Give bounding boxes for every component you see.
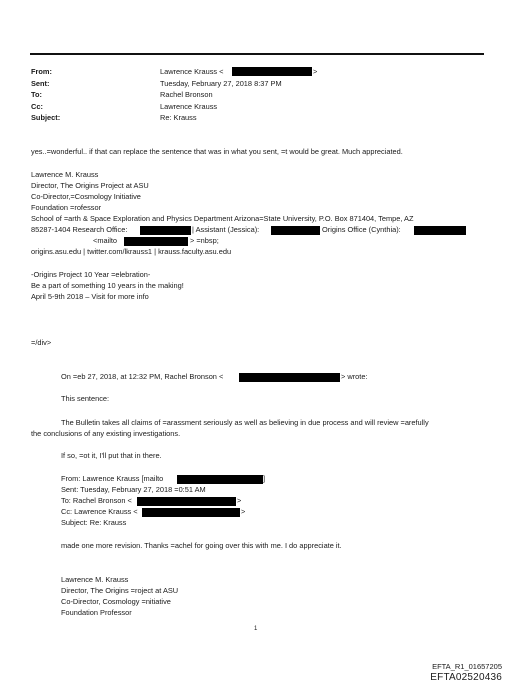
quoted-header: Sent: Tuesday, February 27, 2018 =0:51 AM: [61, 485, 206, 494]
signature-title: Foundation Professor: [61, 608, 132, 617]
signature-links: origins.asu.edu | twitter.com/lkrauss1 | krauss.faculty.asu.edu: [31, 247, 232, 256]
signature-address: | Assistant (Jessica):: [192, 225, 260, 234]
redaction-block: [239, 373, 340, 382]
quoted-text: If so, =ot it, I'll put that in there.: [61, 451, 162, 460]
to-value: Rachel Bronson: [160, 90, 213, 99]
on-wrote: > wrote:: [341, 372, 368, 381]
subject-label: Subject:: [31, 113, 61, 122]
on-wrote: On =eb 27, 2018, at 12:32 PM, Rachel Bronson <: [61, 372, 224, 381]
cc-label: Cc:: [31, 102, 43, 111]
signature-mailto: <mailto: [93, 236, 118, 245]
redaction-block: [140, 226, 191, 235]
signature-title: Director, The Origins =roject at ASU: [61, 586, 179, 595]
quoted-header: To: Rachel Bronson <: [61, 496, 132, 505]
from-label: From:: [31, 67, 52, 76]
signature-title: Director, The Origins Project at ASU: [31, 181, 149, 190]
signature-title: Co-Director,=Cosmology Initiative: [31, 192, 141, 201]
promo-line: Be a part of something 10 years in the making!: [31, 281, 184, 290]
header-rule: [30, 53, 484, 55]
page-number: 1: [254, 626, 258, 632]
quoted-text: made one more revision. Thanks =achel for going over this with me. I do appreciate it.: [61, 541, 342, 550]
redaction-block: [271, 226, 320, 235]
signature-title: Foundation =rofessor: [31, 203, 102, 212]
signature-address: School of =arth & Space Exploration and Physics Department Arizona=State University, P.O. Box 871404, Tempe, AZ: [31, 214, 414, 223]
redaction-block: [142, 508, 240, 517]
quoted-header: Subject: Re: Krauss: [61, 518, 127, 527]
div-close: =/div>: [31, 338, 52, 347]
signature-nbsp: > =nbsp;: [190, 236, 219, 245]
signature-name: Lawrence M. Krauss: [61, 575, 129, 584]
from-close: >: [313, 67, 318, 76]
promo-line: -Origins Project 10 Year =elebration-: [31, 270, 151, 279]
quoted-header: Cc: Lawrence Krauss <: [61, 507, 138, 516]
quoted-header: >: [241, 507, 246, 516]
quoted-header: >: [237, 496, 242, 505]
signature-name: Lawrence M. Krauss: [31, 170, 99, 179]
quoted-text: This sentence:: [61, 394, 110, 403]
to-label: To:: [31, 90, 42, 99]
signature-address: 85287-1404 Research Office:: [31, 225, 128, 234]
reply-line: yes..=wonderful.. if that can replace the sentence that was in what you sent, =t would be great. Much appreciated.: [31, 147, 403, 156]
bates-code: EFTA02520436: [430, 672, 502, 683]
sent-label: Sent:: [31, 79, 50, 88]
promo-line: April 5-9th 2018 – Visit for more info: [31, 292, 149, 301]
from-value: Lawrence Krauss <: [160, 67, 224, 76]
subject-value: Re: Krauss: [160, 113, 197, 122]
signature-title: Co-Director, Cosmology =nitiative: [61, 597, 171, 606]
signature-address: Origins Office (Cynthia):: [322, 225, 401, 234]
quoted-text: the conclusions of any existing investigations.: [31, 429, 181, 438]
cc-value: Lawrence Krauss: [160, 102, 218, 111]
redaction-block: [124, 237, 188, 246]
redaction-block: [414, 226, 466, 235]
bates-code: EFTA_R1_01657205: [432, 662, 502, 671]
quoted-header: From: Lawrence Krauss [mailto: [61, 474, 164, 483]
redaction-block: [232, 67, 312, 76]
redaction-block: [177, 474, 266, 484]
sent-value: Tuesday, February 27, 2018 8:37 PM: [160, 79, 282, 88]
quoted-header: ]: [263, 474, 266, 483]
quoted-text: The Bulletin takes all claims of =arassment seriously as well as believing in due process and will review =arefully: [61, 418, 429, 427]
redaction-block: [137, 497, 236, 506]
